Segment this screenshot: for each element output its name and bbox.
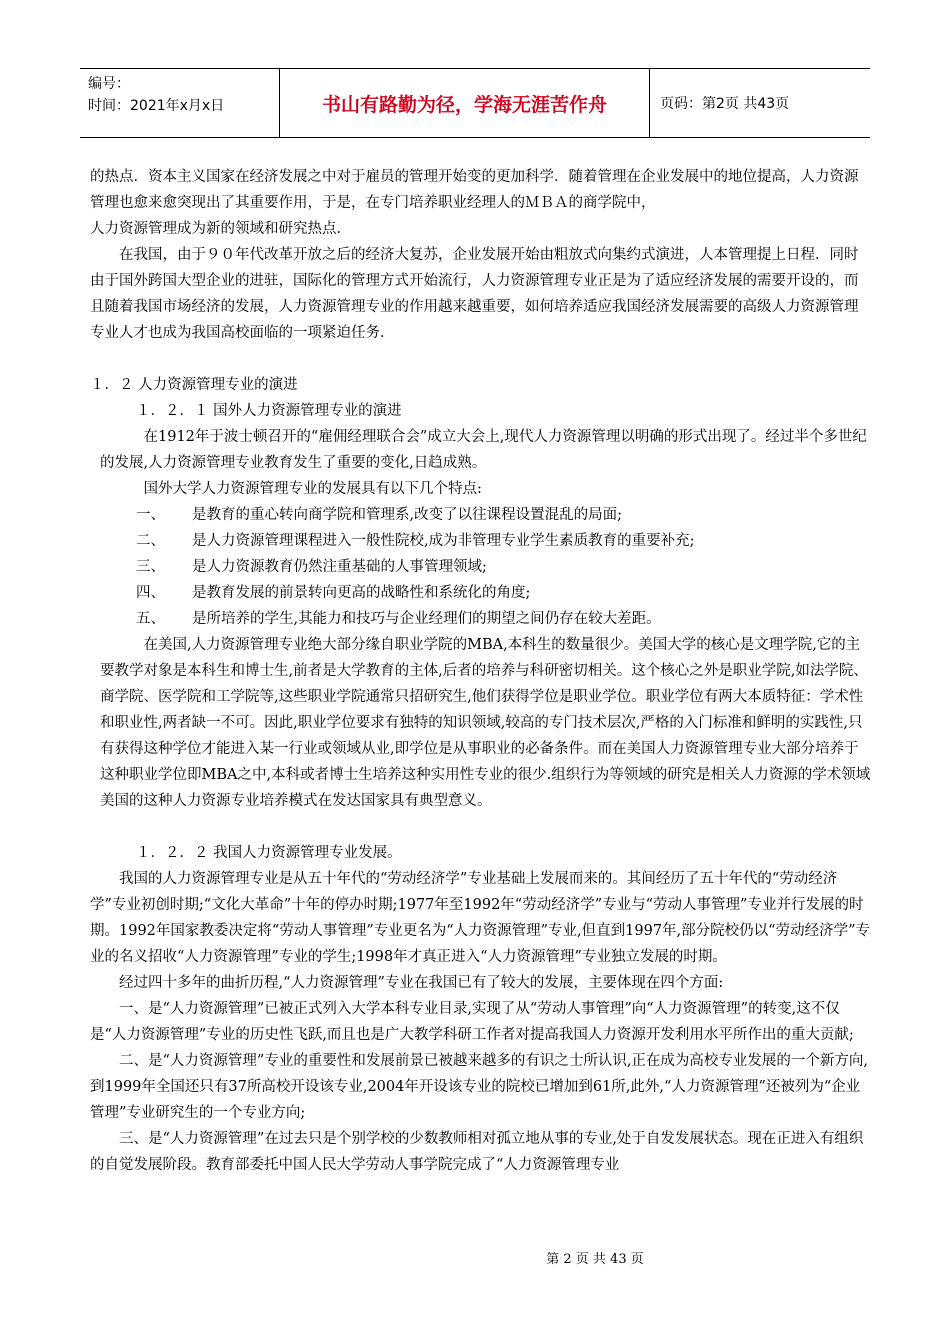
list-item (90, 606, 872, 632)
header-date: 时间：2021年x月x日 (88, 98, 225, 114)
paragraph: 在我国，由于９０年代改革开放之后的经济大复苏，企业发展开始由粗放式向集约式演进，人本管理提上日程．同时由于国外跨国大型企业的进驻，国际化的管理方式开始流行，人力资源管理专业正是为了适应经济发展的需要开设的，而且随着我国市场经济的发展，人力资源管理专业的作用越来越重要，如何培养适应我国经济发展需要的高级人力资源管理专业人才也成为我国高校面临的一项紧迫任务． (90, 247, 859, 341)
header-meta (80, 69, 280, 137)
page-header (80, 68, 870, 138)
us-section-block (90, 632, 872, 814)
section-heading: １．２ 人力资源管理专业的演进 (90, 377, 298, 393)
page-footer: 第 2 页 共 43 页 (546, 1252, 644, 1267)
header-page-info: 页码：第2页 共43页 (660, 96, 790, 112)
paragraph: 在美国,人力资源管理专业绝大部分缘自职业学院的MBA,本科生的数量很少。美国大学的核心是文理学院,它的主要教学对象是本科生和博士生,前者是大学教育的主体,后者的培养与科研密切相关。这个核心之外是职业学院,如法学院、商学院、医学院和工学院等,这些职业学院通常只招研究生,他们获得学位是职业学位。职业学位有两大本质特征：学术性和职业性,两者缺一不可。因此,职业学位要求有独特的知识领域,较高的专门技术层次,严格的入门标准和鲜明的实践性,只有获得这种学位才能进入某一行业或领域从业,即学位是从事职业的必备条件。而在美国人力资源管理专业大部分培养于这种职业学位即MBA之中,本科或者博士生培养这种实用性专业的很少.组织行为等领域的研究是相关人力资源的学术领域美国的这种人力资源专业培养模式在发达国家具有典型意义。 (100, 637, 871, 809)
paragraph: 一、是“人力资源管理”已被正式列入大学本科专业目录,实现了从“劳动人事管理”向“人力资源管理”的转变,这不仅是“人力资源管理”专业的历史性飞跃,而且也是广大教学科研工作者对提高我国人力资源开发利用水平所作出的重大贡献; (90, 1001, 854, 1043)
paragraph: 我国的人力资源管理专业是从五十年代的“劳动经济学”专业基础上发展而来的。其间经历了五十年代的“劳动经济学”专业初创时期;“文化大革命”十年的停办时期;1977年至1992年“劳动经济学”专业与“劳动人事管理”专业并行发展的时期。1992年国家教委决定将“劳动人事管理”专业更名为“人力资源管理”专业,但直到1997年,部分院校仍以“劳动经济学”专业的名义招收“人力资源管理”专业的学生;1998年才真正进入“人力资源管理”专业独立发展的时期。 (90, 871, 870, 965)
header-code: 编号： (88, 76, 130, 92)
subsection-heading: １．２．２ 我国人力资源管理专业发展。 (136, 845, 402, 861)
list-number: 四、 (136, 585, 165, 601)
list-item (90, 528, 872, 554)
paragraph: 国外大学人力资源管理专业的发展具有以下几个特点: (143, 481, 482, 497)
paragraph: 二、是“人力资源管理”专业的重要性和发展前景已被越来越多的有识之士所认识,正在成为高校专业发展的一个新方向,到1999年全国还只有37所高校开设该专业,2004年开设该专业的院校已增加到61所,此外,“人力资源管理”还被列为“企业管理”专业研究生的一个专业方向; (90, 1053, 869, 1121)
list-item (90, 554, 872, 580)
paragraph: 经过四十多年的曲折历程,“人力资源管理”专业在我国已有了较大的发展，主要体现在四个方面: (119, 975, 724, 991)
foreign-section-block (90, 424, 872, 502)
header-motto: 书山有路勤为径，学海无涯苦作舟 (280, 69, 650, 137)
subsection-heading: １．２．１ 国外人力资源管理专业的演进 (136, 403, 402, 419)
list-item (90, 502, 872, 528)
paragraph: 的热点．资本主义国家在经济发展之中对于雇员的管理开始变的更加科学．随着管理在企业发展中的地位提高，人力资源管理也愈来愈突现出了其重要作用，于是，在专门培养职业经理人的ＭＢＡ的商学院中， (90, 169, 859, 211)
list-text: 是教育发展的前景转向更高的战略性和系统化的角度; (192, 585, 531, 601)
list-text: 是教育的重心转向商学院和管理系,改变了以往课程设置混乱的局面; (192, 507, 622, 523)
list-text: 是人力资源教育仍然注重基础的人事管理领域; (192, 559, 487, 575)
paragraph: 在1912年于波士顿召开的“雇佣经理联合会”成立大会上,现代人力资源管理以明确的形式出现了。经过半个多世纪的发展,人力资源管理专业教育发生了重要的变化,日趋成熟。 (100, 429, 867, 471)
paragraph: 三、是“人力资源管理”在过去只是个别学校的少数教师相对孤立地从事的专业,处于自发发展状态。现在正进入有组织的自觉发展阶段。教育部委托中国人民大学劳动人事学院完成了“人力资源管理专业 (90, 1131, 864, 1173)
document-body (90, 164, 872, 1178)
list-text: 是所培养的学生,其能力和技巧与企业经理们的期望之间仍存在较大差距。 (192, 611, 661, 627)
list-text: 是人力资源管理课程进入一般性院校,成为非管理专业学生素质教育的重要补充; (192, 533, 695, 549)
list-number: 二、 (136, 533, 165, 549)
list-item (90, 580, 872, 606)
list-number: 三、 (136, 559, 165, 575)
paragraph: 人力资源管理成为新的领域和研究热点． (90, 221, 351, 237)
list-number: 五、 (136, 611, 165, 627)
list-number: 一、 (136, 507, 165, 523)
